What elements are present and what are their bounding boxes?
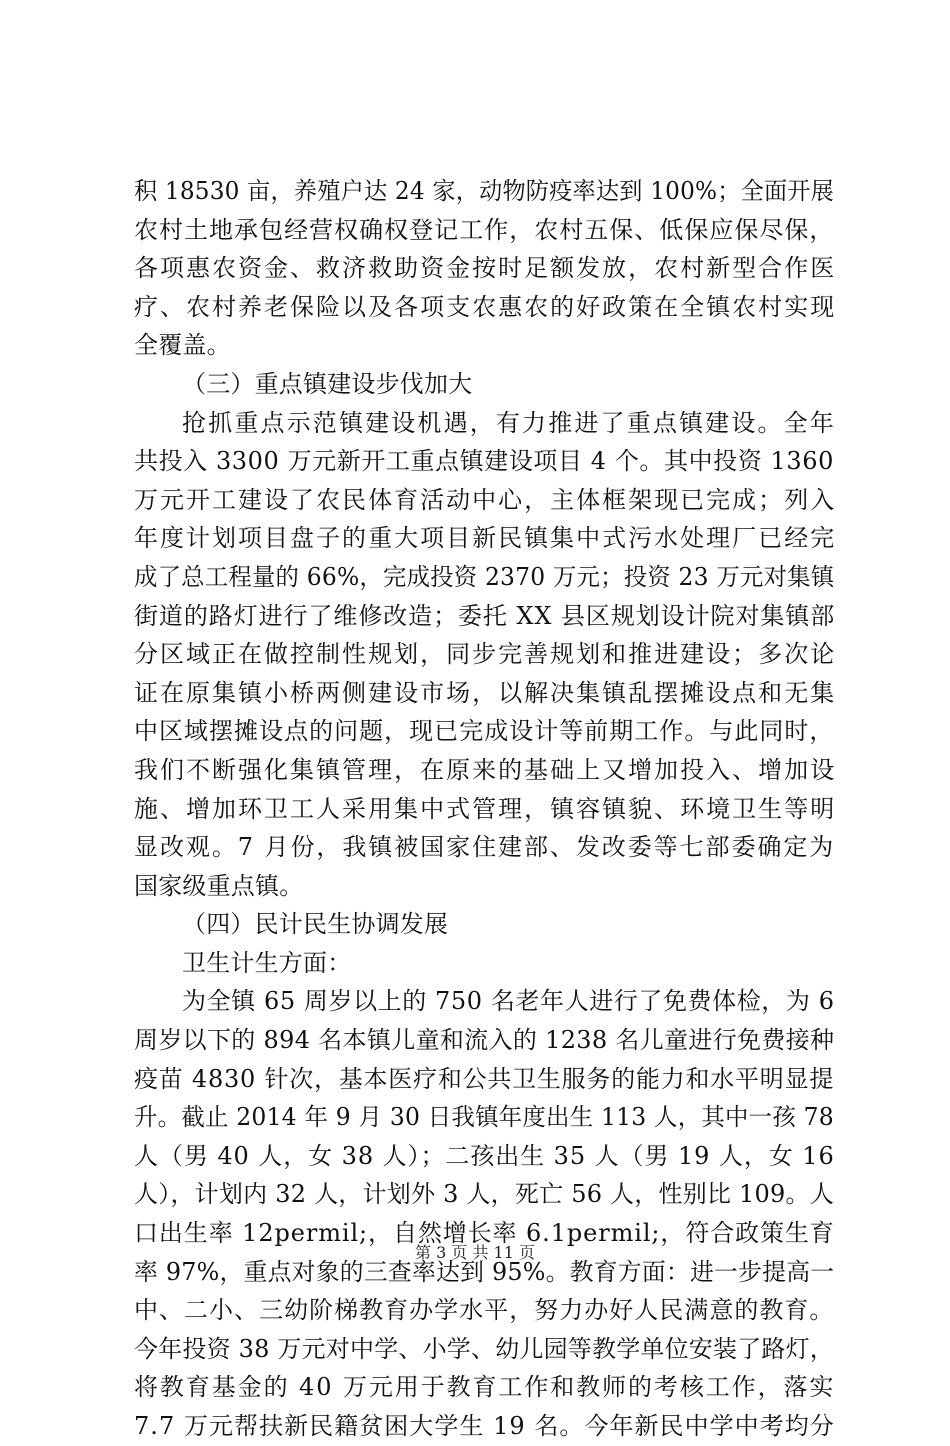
text-line: 7.7 万元帮扶新民籍贫困大学生 19 名。今年新民中学中考均分 (134, 1412, 835, 1440)
text-line: 全覆盖。 (134, 331, 231, 360)
text-line: 万元开工建设了农民体育活动中心，主体框架现已完成；列入 (134, 485, 837, 514)
text-line: 为全镇 65 周岁以上的 750 名老年人进行了免费体检，为 6 (182, 987, 835, 1016)
text-line: 口出生率 12permil;，自然增长率 6.1permil;，符合政策生育 (134, 1219, 835, 1248)
text-line: 年度计划项目盘子的重大项目新民镇集中式污水处理厂已经完 (134, 524, 837, 553)
text-line: 积 18530 亩，养殖户达 24 家，动物防疫率达到 100%；全面开展 (134, 177, 835, 205)
text-line: 人（男 40 人，女 38 人）；二孩出生 35 人（男 19 人，女 16 (134, 1141, 835, 1170)
text-line: 人），计划内 32 人，计划外 3 人，死亡 56 人，性别比 109。人 (134, 1180, 834, 1209)
text-line: 施、增加环卫工人采用集中式管理，镇容镇貌、环境卫生等明 (134, 794, 837, 823)
text-line: 街道的路灯进行了维修改造；委托 XX 县区规划设计院对集镇部 (134, 601, 836, 630)
text-line: 抢抓重点示范镇建设机遇，有力推进了重点镇建设。全年 (182, 408, 836, 437)
text-line: 证在原集镇小桥两侧建设市场，以解决集镇乱摆摊设点和无集 (134, 678, 837, 707)
section-heading: （三）重点镇建设步伐加大 (182, 369, 473, 398)
section-heading: （四）民计民生协调发展 (182, 910, 449, 939)
text-line: 周岁以下的 894 名本镇儿童和流入的 1238 名儿童进行免费接种 (134, 1026, 835, 1055)
text-line: 我们不断强化集镇管理，在原来的基础上又增加投入、增加设 (134, 755, 837, 784)
text-line: 分区域正在做控制性规划，同步完善规划和推进建设；多次论 (134, 640, 837, 669)
text-line: 农村土地承包经营权确权登记工作，农村五保、低保应保尽保， (134, 215, 835, 244)
text-line: 中区域摆摊设点的问题，现已完成设计等前期工作。与此同时， (134, 717, 835, 746)
text-line: 疫苗 4830 针次，基本医疗和公共卫生服务的能力和水平明显提 (134, 1064, 835, 1093)
text-line: 各项惠农资金、救济救助资金按时足额发放，农村新型合作医 (134, 254, 837, 283)
text-line: 共投入 3300 万元新开工重点镇建设项目 4 个。其中投资 1360 (134, 447, 834, 476)
text-line: 升。截止 2014 年 9 月 30 日我镇年度出生 113 人，其中一孩 78 (134, 1103, 834, 1132)
text-line: 疗、农村养老保险以及各项支农惠农的好政策在全镇农村实现 (134, 292, 837, 321)
text-line: 显改观。7 月份，我镇被国家住建部、发改委等七部委确定为 (134, 833, 836, 862)
text-line: 成了总工程量的 66%，完成投资 2370 万元；投资 23 万元对集镇 (134, 562, 835, 591)
subsection-label: 卫生计生方面： (182, 948, 352, 977)
text-line: 率 97%，重点对象的三查率达到 95%。教育方面：进一步提高一 (134, 1257, 835, 1286)
text-line: 国家级重点镇。 (134, 871, 304, 900)
text-line: 今年投资 38 万元对中学、小学、幼儿园等教学单位安装了路灯， (134, 1334, 834, 1363)
text-line: 将教育基金的 40 万元用于教育工作和教师的考核工作，落实 (134, 1373, 836, 1402)
page-number-footer: 第 3 页 共 11 页 (415, 1243, 535, 1262)
text-line: 中、二小、三幼阶梯教育办学水平，努力办好人民满意的教育。 (134, 1296, 835, 1325)
